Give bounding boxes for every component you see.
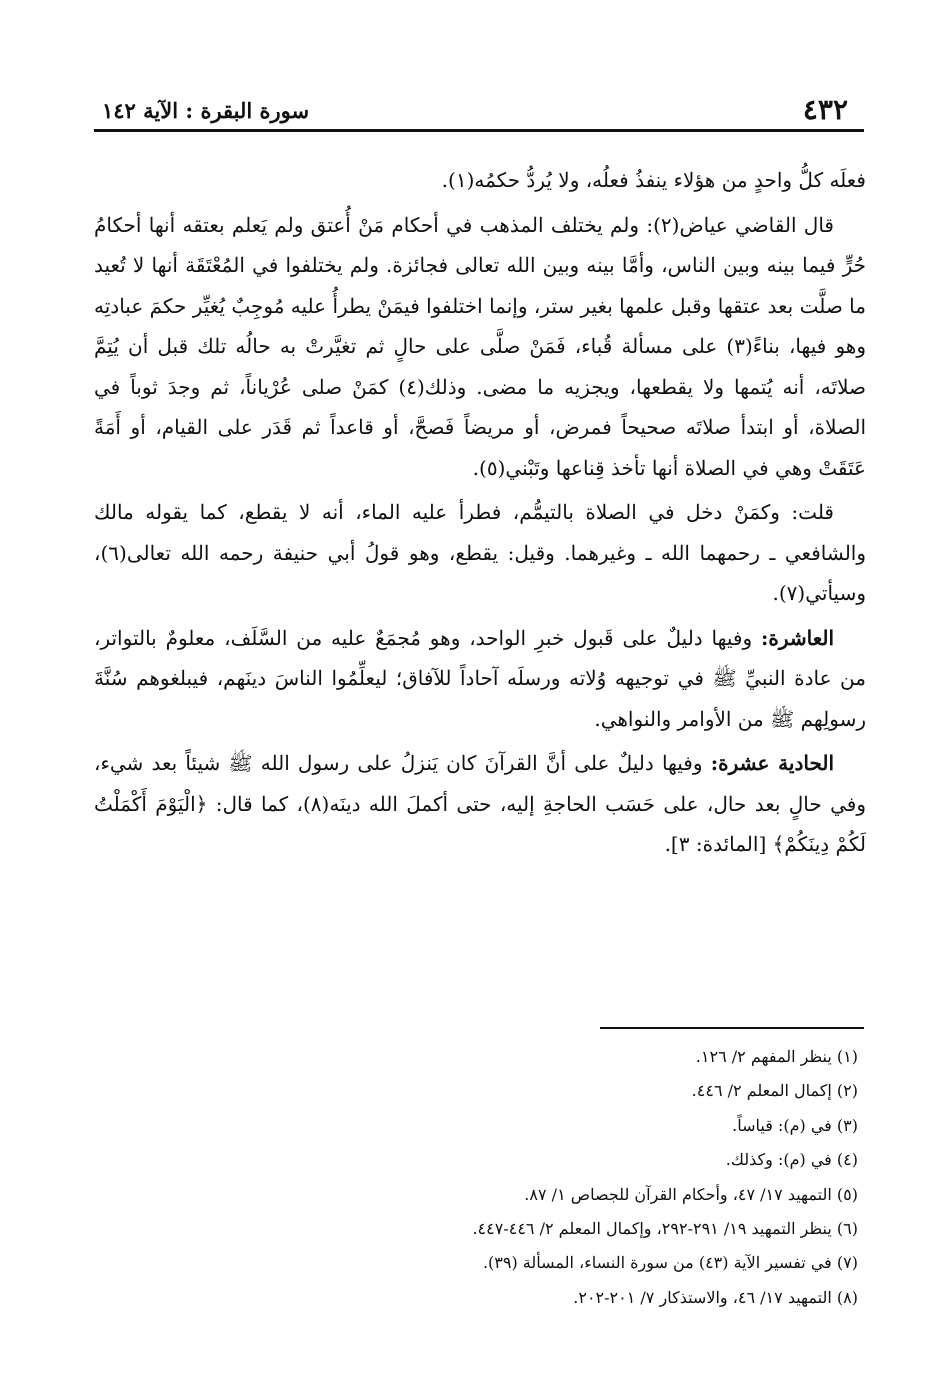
paragraph [94,618,866,740]
footnote: (٥) التمهيد ١٧/ ٤٧، وأحكام القرآن للجصاص ١/ ٨٧. [524,1184,858,1204]
paragraph-text: وفيها دليلٌ على قَبول خبرِ الواحد، وهو مُجمَعٌ عليه من السَّلَف، معلومٌ بالتواتر، من عادة النبيِّ ﷺ في توجيهه وُلاته ورسلَه آحاداً للآفاق؛ ليعلِّمُوا الناسَ دينَهم، فيبلغوهم سُنَّةَ رسولِهم ﷺ من الأوامر والنواهي. [94,625,866,731]
page-number: ٤٣٢ [802,93,848,126]
main-text [94,160,866,865]
issue-heading: الحادية عشرة: [710,751,834,775]
header-divider [94,129,864,132]
paragraph [94,492,866,614]
paragraph [94,205,866,489]
paragraph [94,160,866,201]
footnote: (٤) في (م): وكذلك. [725,1150,858,1170]
paragraph [94,743,866,865]
footnote: (٢) إكمال المعلم ٢/ ٤٤٦. [691,1081,858,1101]
footnote: (٨) التمهيد ١٧/ ٤٦، والاستذكار ٧/ ٢٠١-٢٠٢. [573,1287,858,1307]
running-head: سورة البقرة : الآية ١٤٢ [102,98,310,123]
footnote-divider [600,1027,864,1029]
footnotes [94,1040,864,1315]
paragraph-text: وفيها دليلٌ على أنَّ القرآنَ كان يَنزلُ على رسول الله ﷺ شيئاً بعد شيء، وفي حالٍ بعد حال، على حَسَب الحاجةِ إليه، حتى أكملَ الله دينَه(٨)، كما قال: ﴿الْيَوْمَ أَكْمَلْتُ لَكُمْ دِينَكُمْ﴾ [المائدة: ٣]. [94,751,866,856]
footnote: (٦) ينظر التمهيد ١٩/ ٢٩١-٢٩٢، وإكمال المعلم ٢/ ٤٤٦-٤٤٧. [472,1219,858,1239]
footnote: (٣) في (م): قياساً. [732,1115,858,1135]
paragraph-text: قلت: وكمَنْ دخل في الصلاة بالتيمُّم، فطرأ عليه الماء، أنه لا يقطع، كما يقوله مالك والشافعي ـ رحمهما الله ـ وغيرهما. وقيل: يقطع، وهو قولُ أبي حنيفة رحمه الله تعالى(٦)، وسيأتي(٧). [94,500,866,605]
issue-heading: العاشرة: [760,625,834,650]
footnote: (١) ينظر المفهم ٢/ ١٢٦. [695,1047,858,1066]
paragraph-text: قال القاضي عياض(٢): ولم يختلف المذهب في أحكام مَنْ أُعتق ولم يَعلم بعتقه أنها أحكامُ حُرٍّ فيما بينه وبين الناس، وأمَّا بينه وبين الله تعالى فجائزة. ولم يختلفوا في المُعْتَقَة أنها لا تُعيد ما صلَّت بعد عتقها وقبل علمها بغير ستر، وإنما اختلفوا فيمَنْ يطرأُ عليه مُوجِبٌ يُغيِّر حكمَ عبادتِه وهو فيها، بناءً(٣) على مسألة قُباء، فَمَنْ صلَّى على حالٍ ثم تغيَّرتْ به حالُه تلك قبل أن يُتِمَّ صلاتَه، أنه يُتمها ولا يقطعها، ويجزيه ما مضى. وذلك(٤) كمَنْ صلى عُرْياناً، ثم وجدَ ثوباً في الصلاة، أو ابتدأ صلاتَه صحيحاً فمرض، أو مريضاً فَصحَّ، أو قاعداً ثم قَدَر على القيام، أو أَمَةً عَتَقَتْ وهي في الصلاة أنها تأخذ قِناعها وتَبْني(٥). [94,212,866,480]
page-header [94,92,864,132]
footnote: (٧) في تفسير الآية (٤٣) من سورة النساء، المسألة (٣٩). [482,1253,858,1273]
paragraph-text: فعلَه كلُّ واحدٍ من هؤلاء ينفذُ فعلُه، ولا يُردُّ حكمُه(١). [441,168,866,192]
